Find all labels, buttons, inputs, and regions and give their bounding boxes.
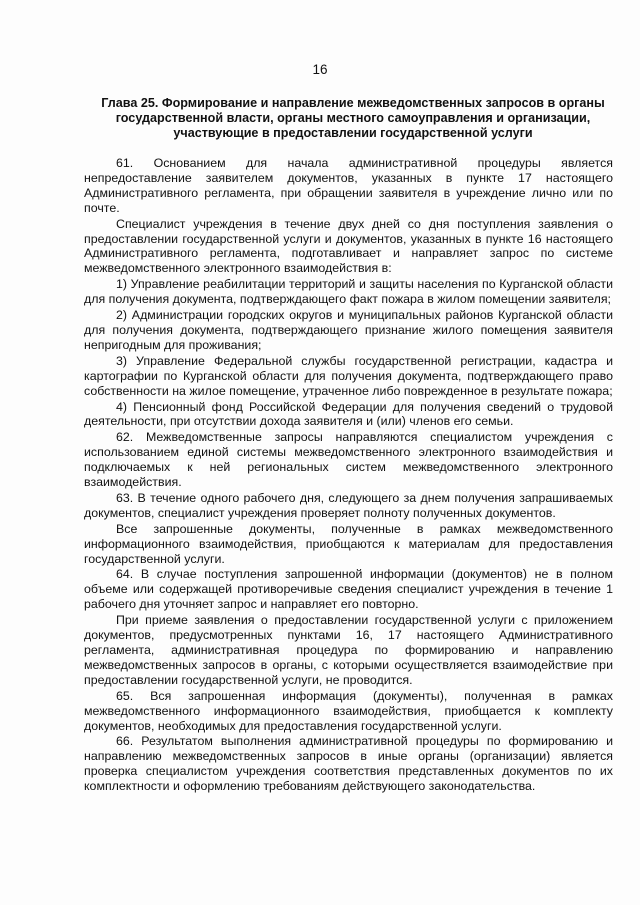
paragraph-62: 62. Межведомственные запросы направляются специалистом учреждения с использованием единой системы межведомственного электронного взаимодействия и подключаемых к ней региональных систем межведомственного электронного взаимодействия.: [84, 430, 613, 490]
paragraph-61: 61. Основанием для начала административной процедуры является непредоставление заявителем документов, указанных в пункте 17 настоящего Административного регламента, при обращении заявителя в учреждение лично или по почте.: [84, 156, 613, 215]
list-item-4: 4) Пенсионный фонд Российской Федерации для получения сведений о трудовой деятельности, при отсутствии дохода заявителя и (или) членов его семьи.: [84, 399, 613, 429]
document-body: [84, 156, 613, 794]
paragraph-specialist-request: Специалист учреждения в течение двух дней со дня поступления заявления о предоставлении государственной услуги и документов, указанных в пункте 16 настоящего Административного регламента, подготавливает и направляет запрос по системе межведомственного электронного взаимодействия в:: [84, 216, 613, 276]
paragraph-63: 63. В течение одного рабочего дня, следующего за днем получения запрашиваемых документов, специалист учреждения проверяет полноту полученных документов.: [84, 490, 613, 520]
paragraph-66: 66. Результатом выполнения административной процедуры по формированию и направлению межведомственных запросов в иные органы (организации) является проверка специалистом учреждения соответствия представленных документов по их комплектности и оформлению требованиям действующего законодательства.: [84, 734, 613, 794]
page-number: 16: [312, 62, 328, 77]
list-item-1: 1) Управление реабилитации территорий и защиты населения по Курганской области для получения документа, подтверждающего факт пожара в жилом помещении заявителя;: [84, 277, 613, 307]
paragraph-64: 64. В случае поступления запрошенной информации (документов) не в полном объеме или содержащей противоречивые сведения специалист учреждения в течение 1 рабочего дня уточняет запрос и направляет его повторно.: [84, 567, 613, 612]
paragraph-all-documents: Все запрошенные документы, полученные в рамках межведомственного информационного взаимодействия, приобщаются к материалам для предоставления государственной услуги.: [84, 521, 613, 566]
paragraph-application-receipt: При приеме заявления о предоставлении государственной услуги с приложением документов, предусмотренных пунктами 16, 17 настоящего Административного регламента, административная процедура по формированию и направлению межведомственных запросов в органы, с которыми осуществляется взаимодействие при предоставлении государственной услуги, не проводится.: [84, 613, 613, 687]
paragraph-65: 65. Вся запрошенная информация (документы), полученная в рамках межведомственного информационного взаимодействия, приобщается к комплекту документов, необходимых для предоставления государственной услуги.: [84, 688, 613, 733]
list-item-2: 2) Администрации городских округов и муниципальных районов Курганской области для получения документа, подтверждающего признание жилого помещения заявителя непригодным для проживания;: [84, 308, 613, 352]
list-item-3: 3) Управление Федеральной службы государственной регистрации, кадастра и картографии по Курганской области для получения документа, подтверждающего право собственности на жилое помещение, утраченное либо поврежденное в результате пожара;: [84, 353, 613, 398]
chapter-title: Глава 25. Формирование и направление межведомственных запросов в органы государственной власти, органы местного самоуправления и организации, участвующие в предоставлении государственной услуги: [101, 96, 605, 140]
